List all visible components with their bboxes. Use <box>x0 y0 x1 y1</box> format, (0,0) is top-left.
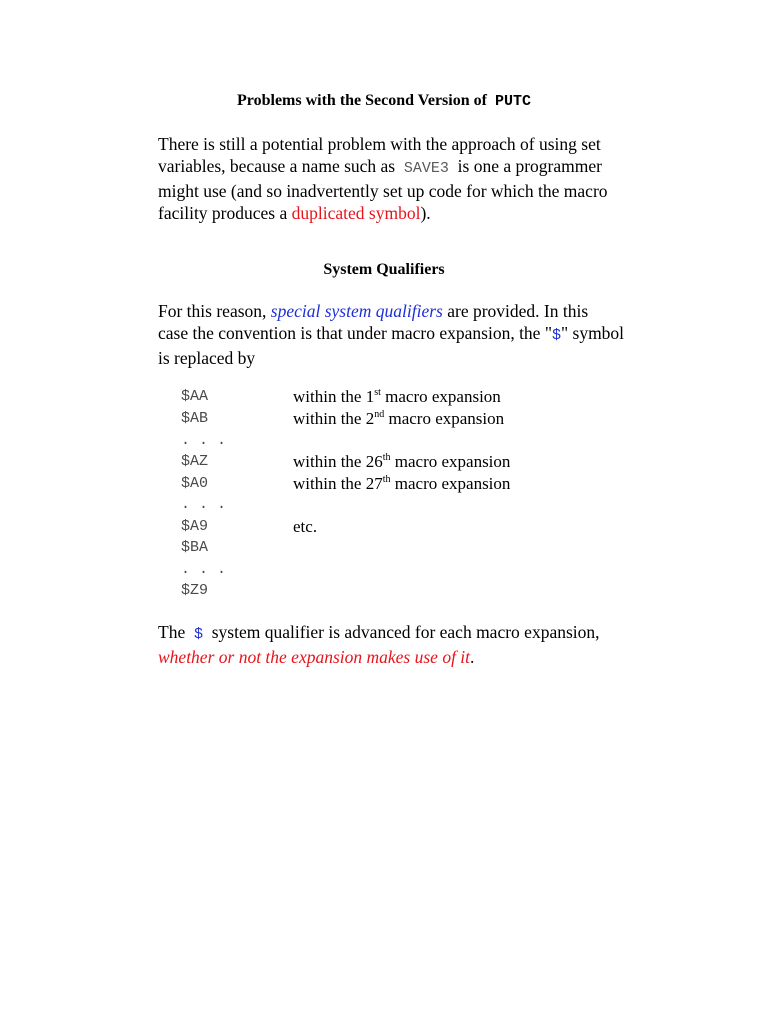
section-heading-putc <box>0 92 768 110</box>
qualifier-code: . . . <box>181 496 227 513</box>
qualifier-description <box>293 473 510 495</box>
para-line <box>158 621 638 646</box>
para-line: is replaced by <box>158 348 256 368</box>
para-line <box>158 322 638 347</box>
qualifier-code: . . . <box>181 561 227 578</box>
paragraph-qualifiers-intro <box>158 300 638 369</box>
qualifier-row <box>181 516 601 538</box>
qualifier-row <box>181 451 601 473</box>
para-text: . <box>470 647 475 667</box>
desc-text: within the 27 <box>293 474 383 493</box>
para-text: The <box>158 622 186 642</box>
desc-text: macro expansion <box>380 387 501 406</box>
ordinal-suffix: nd <box>374 409 385 420</box>
qualifier-code: $A0 <box>181 475 209 492</box>
para-text: system qualifier is advanced for each macro expansion, <box>211 622 600 642</box>
para-text: variables, because a name such as <box>158 156 396 176</box>
ordinal-suffix: th <box>382 474 391 485</box>
qualifier-description <box>293 386 501 408</box>
highlight-special-qualifiers: special system qualifiers <box>270 301 443 321</box>
para-line <box>158 646 638 668</box>
qualifier-code: $BA <box>181 539 209 556</box>
qualifier-description <box>293 408 504 430</box>
qualifier-row <box>181 473 601 495</box>
para-line <box>158 155 638 180</box>
desc-text: macro expansion <box>384 409 505 428</box>
desc-text: macro expansion <box>390 474 511 493</box>
para-text: " symbol <box>560 323 625 343</box>
desc-text: within the 26 <box>293 452 383 471</box>
qualifier-row <box>181 580 601 602</box>
qualifier-row <box>181 559 601 581</box>
para-line: There is still a potential problem with the approach of using set <box>158 134 601 154</box>
paragraph-set-variables <box>158 133 638 224</box>
qualifier-row <box>181 537 601 559</box>
qualifier-code: $AB <box>181 410 209 427</box>
qualifier-code: $AA <box>181 388 209 405</box>
heading-code: PUTC <box>494 93 531 110</box>
ordinal-suffix: th <box>382 452 391 463</box>
qualifier-row <box>181 494 601 516</box>
heading-text: Problems with the Second Version of <box>237 92 487 109</box>
qualifier-row <box>181 408 601 430</box>
para-line: might use (and so inadvertently set up code for which the macro <box>158 181 608 201</box>
highlight-expansion-note: whether or not the expansion makes use of it <box>158 647 471 667</box>
qualifier-code: $Z9 <box>181 582 209 599</box>
inline-code-dollar: $ <box>551 327 561 344</box>
para-text: case the convention is that under macro expansion, the " <box>158 323 552 343</box>
para-text: are provided. In this <box>447 301 589 321</box>
qualifier-code: . . . <box>181 432 227 449</box>
desc-text: macro expansion <box>390 452 511 471</box>
para-text: ). <box>420 203 431 223</box>
para-text: is one a programmer <box>457 156 602 176</box>
qualifier-code: $A9 <box>181 518 209 535</box>
qualifier-row <box>181 386 601 408</box>
qualifier-row <box>181 430 601 452</box>
desc-text: within the 1 <box>293 387 375 406</box>
inline-code-save3: SAVE3 <box>403 160 449 177</box>
para-line <box>158 202 638 224</box>
qualifier-description <box>293 516 317 538</box>
para-line <box>158 300 638 322</box>
section-heading-system-qualifiers: System Qualifiers <box>323 261 445 278</box>
desc-text: etc. <box>293 517 318 536</box>
qualifier-description <box>293 451 510 473</box>
para-text: For this reason, <box>158 301 267 321</box>
inline-code-dollar: $ <box>193 626 203 643</box>
qualifier-code: $AZ <box>181 453 209 470</box>
desc-text: within the 2 <box>293 409 375 428</box>
paragraph-qualifier-advance <box>158 621 638 668</box>
ordinal-suffix: st <box>374 387 381 398</box>
highlight-duplicated-symbol: duplicated symbol <box>291 203 421 223</box>
para-text: facility produces a <box>158 203 288 223</box>
